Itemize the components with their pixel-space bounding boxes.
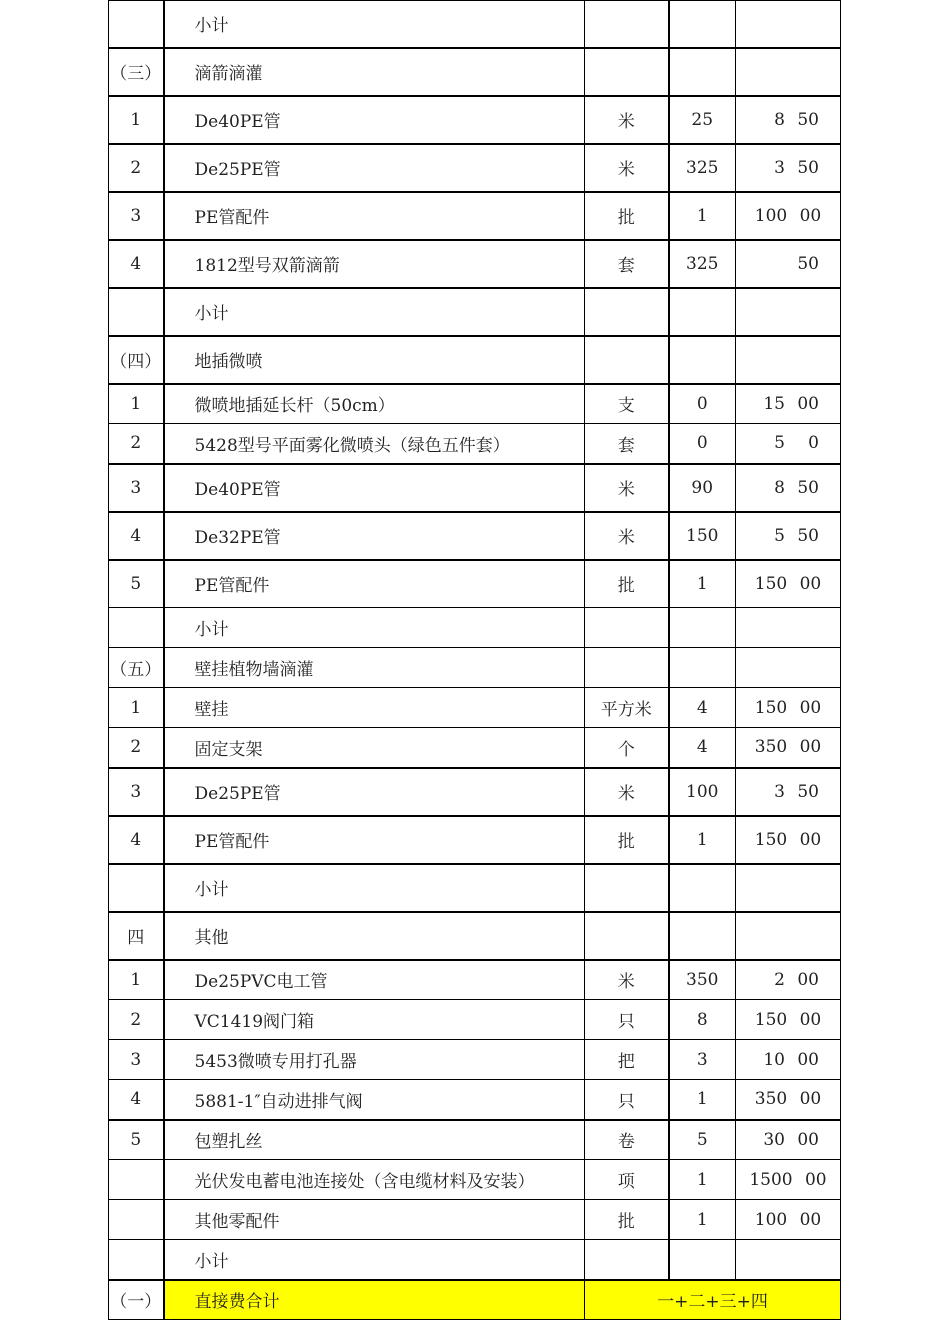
item-index-cell: 1 (109, 384, 164, 424)
quantity-cell: 350 (669, 960, 736, 1000)
unit-cell: 批 (585, 192, 669, 240)
cost-table (108, 0, 841, 1320)
unit-price-cell (736, 864, 841, 912)
item-name-cell: 5453微喷专用打孔器 (164, 1040, 585, 1080)
unit-cell: 支 (585, 384, 669, 424)
item-index-cell (109, 608, 164, 648)
item-index-cell (109, 1, 164, 48)
unit-price-cell (736, 1000, 841, 1040)
unit-price-integer: 1500 (749, 1169, 793, 1190)
table-row (109, 688, 841, 728)
unit-cell: 平方米 (585, 688, 669, 728)
unit-cell (585, 608, 669, 648)
unit-price-decimal: 00 (799, 697, 822, 718)
quantity-cell: 5 (669, 1120, 736, 1160)
table-row (109, 1200, 841, 1240)
unit-price-integer: 15 (763, 393, 785, 414)
quantity-cell: 4 (669, 688, 736, 728)
quantity-cell (669, 48, 736, 96)
item-name-cell: 1812型号双箭滴箭 (164, 240, 585, 288)
table-row (109, 512, 841, 560)
quantity-cell: 1 (669, 1080, 736, 1120)
unit-price-decimal: 00 (799, 1209, 822, 1230)
item-index-cell (109, 1160, 164, 1200)
table-row (109, 240, 841, 288)
item-name-cell: 固定支架 (164, 728, 585, 768)
item-name-cell: 包塑扎丝 (164, 1120, 585, 1160)
unit-cell (585, 912, 669, 960)
unit-price-integer: 5 (774, 433, 785, 454)
item-name-cell: 壁挂 (164, 688, 585, 728)
unit-cell: 卷 (585, 1120, 669, 1160)
unit-price-decimal: 00 (799, 1009, 822, 1030)
item-index-cell: 3 (109, 768, 164, 816)
unit-price-decimal: 50 (797, 157, 819, 178)
item-index-cell (109, 1240, 164, 1280)
unit-price-cell (736, 608, 841, 648)
unit-price-integer: 150 (754, 573, 788, 594)
table-row (109, 608, 841, 648)
quantity-cell (669, 912, 736, 960)
unit-cell: 米 (585, 512, 669, 560)
unit-cell (585, 288, 669, 336)
item-name-cell: De25PE管 (164, 144, 585, 192)
quantity-cell: 1 (669, 816, 736, 864)
unit-price-cell (736, 648, 841, 688)
unit-cell: 批 (585, 1200, 669, 1240)
unit-cell: 把 (585, 1040, 669, 1080)
unit-price-decimal: 00 (799, 737, 822, 758)
table-row (109, 912, 841, 960)
table-row (109, 648, 841, 688)
item-name-cell: 小计 (164, 1, 585, 48)
unit-price-decimal: 50 (797, 253, 819, 274)
quantity-cell (669, 648, 736, 688)
unit-cell: 个 (585, 728, 669, 768)
item-index-cell: 1 (109, 96, 164, 144)
unit-price-integer: 100 (754, 205, 788, 226)
table-row (109, 560, 841, 608)
unit-price-decimal: 00 (797, 1129, 819, 1150)
unit-cell: 批 (585, 560, 669, 608)
total-index-cell: （一） (109, 1280, 164, 1320)
unit-price-integer: 100 (754, 1209, 788, 1230)
item-index-cell (109, 864, 164, 912)
unit-price-cell (736, 728, 841, 768)
unit-price-cell (736, 288, 841, 336)
table-row (109, 336, 841, 384)
quantity-cell: 8 (669, 1000, 736, 1040)
unit-price-cell (736, 1200, 841, 1240)
item-index-cell: 2 (109, 728, 164, 768)
quantity-cell: 0 (669, 384, 736, 424)
unit-price-integer: 30 (763, 1129, 785, 1150)
unit-price-decimal: 00 (799, 1089, 822, 1110)
item-index-cell: 2 (109, 424, 164, 464)
table-row (109, 1040, 841, 1080)
quantity-cell: 100 (669, 768, 736, 816)
unit-cell: 批 (585, 816, 669, 864)
item-name-cell: 小计 (164, 608, 585, 648)
table-row (109, 1080, 841, 1120)
item-index-cell: 4 (109, 816, 164, 864)
item-index-cell: 4 (109, 1080, 164, 1120)
item-name-cell: VC1419阀门箱 (164, 1000, 585, 1040)
unit-price-cell (736, 240, 841, 288)
item-index-cell: 2 (109, 1000, 164, 1040)
direct-cost-total-row (109, 1280, 841, 1320)
unit-cell: 套 (585, 240, 669, 288)
quantity-cell: 325 (669, 144, 736, 192)
unit-price-integer: 8 (774, 477, 785, 498)
table-row (109, 1000, 841, 1040)
unit-cell (585, 48, 669, 96)
unit-price-cell (736, 1240, 841, 1280)
item-name-cell: PE管配件 (164, 816, 585, 864)
unit-price-decimal: 0 (808, 433, 819, 454)
unit-cell: 项 (585, 1160, 669, 1200)
unit-price-integer: 2 (774, 969, 785, 990)
unit-price-cell (736, 336, 841, 384)
item-name-cell: 5428型号平面雾化微喷头（绿色五件套） (164, 424, 585, 464)
unit-price-cell (736, 1120, 841, 1160)
item-index-cell: 3 (109, 464, 164, 512)
unit-price-integer: 3 (774, 157, 785, 178)
unit-price-decimal: 50 (797, 781, 819, 802)
item-name-cell: De25PVC电工管 (164, 960, 585, 1000)
table-row (109, 1120, 841, 1160)
table-row (109, 1, 841, 48)
item-index-cell: （三） (109, 48, 164, 96)
unit-cell: 米 (585, 960, 669, 1000)
unit-price-decimal: 00 (797, 1049, 819, 1070)
item-name-cell: 其他零配件 (164, 1200, 585, 1240)
table-row (109, 96, 841, 144)
quantity-cell: 1 (669, 192, 736, 240)
unit-price-cell (736, 384, 841, 424)
unit-cell (585, 864, 669, 912)
item-index-cell: 2 (109, 144, 164, 192)
table-row (109, 1240, 841, 1280)
table-row (109, 424, 841, 464)
quantity-cell: 1 (669, 1200, 736, 1240)
table-row (109, 464, 841, 512)
quantity-cell: 25 (669, 96, 736, 144)
total-formula-cell: 一+二+三+四 (585, 1280, 841, 1320)
unit-price-cell (736, 1160, 841, 1200)
table-row (109, 816, 841, 864)
item-name-cell: De40PE管 (164, 464, 585, 512)
quantity-cell (669, 336, 736, 384)
item-name-cell: PE管配件 (164, 560, 585, 608)
unit-cell: 米 (585, 144, 669, 192)
table-row (109, 144, 841, 192)
item-name-cell: 壁挂植物墙滴灌 (164, 648, 585, 688)
item-index-cell: 四 (109, 912, 164, 960)
quantity-cell: 150 (669, 512, 736, 560)
item-index-cell: 1 (109, 960, 164, 1000)
unit-price-cell (736, 560, 841, 608)
item-name-cell: De25PE管 (164, 768, 585, 816)
unit-price-decimal: 50 (797, 525, 819, 546)
unit-price-decimal: 50 (797, 109, 819, 130)
unit-price-integer: 3 (774, 781, 785, 802)
table-row (109, 864, 841, 912)
quantity-cell: 0 (669, 424, 736, 464)
item-name-cell: De32PE管 (164, 512, 585, 560)
unit-cell (585, 648, 669, 688)
quantity-cell: 325 (669, 240, 736, 288)
unit-price-cell (736, 1080, 841, 1120)
unit-price-cell (736, 688, 841, 728)
unit-cell (585, 1, 669, 48)
item-name-cell: 小计 (164, 1240, 585, 1280)
item-name-cell: 微喷地插延长杆（50cm） (164, 384, 585, 424)
item-index-cell: （四） (109, 336, 164, 384)
quantity-cell (669, 288, 736, 336)
unit-price-cell (736, 816, 841, 864)
item-index-cell (109, 1200, 164, 1240)
unit-price-integer: 150 (754, 1009, 788, 1030)
unit-price-decimal: 00 (797, 969, 819, 990)
unit-price-decimal: 00 (799, 573, 822, 594)
unit-price-cell (736, 464, 841, 512)
item-name-cell: 滴箭滴灌 (164, 48, 585, 96)
item-index-cell (109, 288, 164, 336)
unit-price-cell (736, 768, 841, 816)
table-row (109, 48, 841, 96)
quantity-cell (669, 608, 736, 648)
table-row (109, 192, 841, 240)
unit-price-cell (736, 96, 841, 144)
quantity-cell: 1 (669, 1160, 736, 1200)
item-name-cell: 小计 (164, 864, 585, 912)
unit-cell: 套 (585, 424, 669, 464)
unit-price-integer: 10 (763, 1049, 785, 1070)
quantity-cell (669, 864, 736, 912)
unit-cell: 只 (585, 1000, 669, 1040)
unit-cell (585, 1240, 669, 1280)
unit-price-cell (736, 192, 841, 240)
unit-price-integer: 150 (754, 697, 788, 718)
unit-cell: 米 (585, 464, 669, 512)
unit-cell: 只 (585, 1080, 669, 1120)
table-row (109, 728, 841, 768)
unit-price-decimal: 50 (797, 477, 819, 498)
item-name-cell: 光伏发电蓄电池连接处（含电缆材料及安装） (164, 1160, 585, 1200)
quantity-cell: 3 (669, 1040, 736, 1080)
quantity-cell: 4 (669, 728, 736, 768)
total-name-cell: 直接费合计 (164, 1280, 585, 1320)
table-row (109, 288, 841, 336)
unit-price-integer: 8 (774, 109, 785, 130)
unit-price-cell (736, 512, 841, 560)
unit-price-integer: 350 (754, 1089, 788, 1110)
unit-price-decimal: 00 (799, 205, 822, 226)
unit-price-integer: 5 (774, 525, 785, 546)
item-name-cell: 地插微喷 (164, 336, 585, 384)
item-index-cell: 5 (109, 1120, 164, 1160)
unit-price-decimal: 00 (804, 1169, 827, 1190)
quantity-cell (669, 1, 736, 48)
table-row (109, 1160, 841, 1200)
quantity-cell (669, 1240, 736, 1280)
item-name-cell: De40PE管 (164, 96, 585, 144)
unit-price-cell (736, 912, 841, 960)
unit-price-cell (736, 1, 841, 48)
item-name-cell: 小计 (164, 288, 585, 336)
quantity-cell: 90 (669, 464, 736, 512)
cost-table-body (109, 1, 841, 1320)
unit-price-integer: 350 (754, 737, 788, 758)
unit-price-cell (736, 48, 841, 96)
table-row (109, 384, 841, 424)
unit-cell: 米 (585, 96, 669, 144)
table-row (109, 768, 841, 816)
unit-price-decimal: 00 (797, 393, 819, 414)
quantity-cell: 1 (669, 560, 736, 608)
item-index-cell: 4 (109, 240, 164, 288)
unit-price-cell (736, 1040, 841, 1080)
unit-cell (585, 336, 669, 384)
item-index-cell: （五） (109, 648, 164, 688)
item-name-cell: 5881-1″自动进排气阀 (164, 1080, 585, 1120)
item-index-cell: 1 (109, 688, 164, 728)
table-row (109, 960, 841, 1000)
item-index-cell: 5 (109, 560, 164, 608)
unit-price-cell (736, 960, 841, 1000)
item-name-cell: 其他 (164, 912, 585, 960)
unit-price-cell (736, 144, 841, 192)
unit-price-decimal: 00 (799, 829, 822, 850)
item-index-cell: 3 (109, 1040, 164, 1080)
item-index-cell: 4 (109, 512, 164, 560)
unit-price-integer: 150 (754, 829, 788, 850)
item-name-cell: PE管配件 (164, 192, 585, 240)
unit-price-cell (736, 424, 841, 464)
unit-cell: 米 (585, 768, 669, 816)
item-index-cell: 3 (109, 192, 164, 240)
